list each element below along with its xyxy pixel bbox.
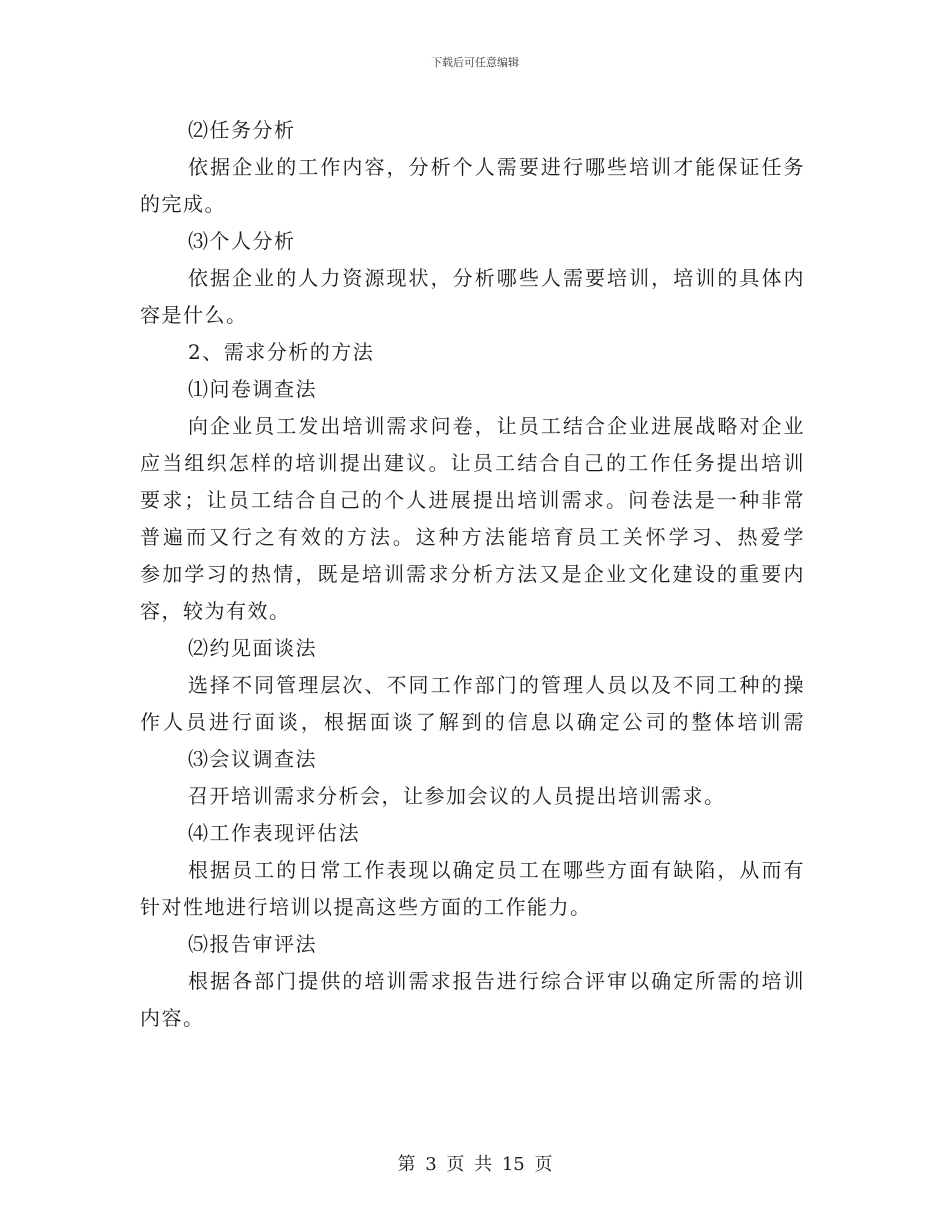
paragraph-line: 针对性地进行培训以提高这些方面的工作能力。 <box>140 895 592 919</box>
paragraph-line: ⑸报告审评法 <box>188 932 317 956</box>
paragraph-line: 召开培训需求分析会，让参加会议的人员提出培训需求。 <box>188 784 726 808</box>
paragraph-line: ⑵约见面谈法 <box>188 636 317 660</box>
paragraph-line: 应当组织怎样的培训提出建议。让员工结合自己的工作任务提出培训 <box>140 451 805 475</box>
paragraph-line: 参加学习的热情，既是培训需求分析方法又是企业文化建设的重要内 <box>140 562 805 586</box>
header-note: 下载后可任意编辑 <box>431 56 519 69</box>
paragraph-line: 的完成。 <box>140 192 226 216</box>
paragraph-line: 普遍而又行之有效的方法。这种方法能培育员工关怀学习、热爱学 <box>140 525 805 549</box>
paragraph-line: 选择不同管理层次、不同工作部门的管理人员以及不同工种的操 <box>188 673 805 697</box>
paragraph-line: 容，较为有效。 <box>140 599 291 623</box>
paragraph-line: 依据企业的人力资源现状，分析哪些人需要培训，培训的具体内 <box>188 266 805 290</box>
paragraph-line: 要求；让员工结合自己的个人进展提出培训需求。问卷法是一种非常 <box>140 488 805 512</box>
paragraph-line: 2、需求分析的方法 <box>188 340 375 364</box>
paragraph-line: ⑶会议调查法 <box>188 747 317 771</box>
paragraph-line: 依据企业的工作内容，分析个人需要进行哪些培训才能保证任务 <box>188 155 805 179</box>
document-body <box>140 112 805 1037</box>
paragraph-line: ⑶个人分析 <box>188 229 296 253</box>
paragraph-line: 作人员进行面谈，根据面谈了解到的信息以确定公司的整体培训需 <box>140 710 805 734</box>
paragraph-line: 根据员工的日常工作表现以确定员工在哪些方面有缺陷，从而有 <box>188 858 805 882</box>
paragraph-line: 向企业员工发出培训需求问卷，让员工结合企业进展战略对企业 <box>188 414 805 438</box>
paragraph-line: 容是什么。 <box>140 303 248 327</box>
paragraph-line: 内容。 <box>140 1006 205 1030</box>
paragraph-line: 根据各部门提供的培训需求报告进行综合评审以确定所需的培训 <box>188 969 805 993</box>
page-number: 第 3 页 共 15 页 <box>397 1154 553 1175</box>
paragraph-line: ⑵任务分析 <box>188 118 296 142</box>
paragraph-line: ⑴问卷调查法 <box>188 377 317 401</box>
paragraph-line: ⑷工作表现评估法 <box>188 821 360 845</box>
